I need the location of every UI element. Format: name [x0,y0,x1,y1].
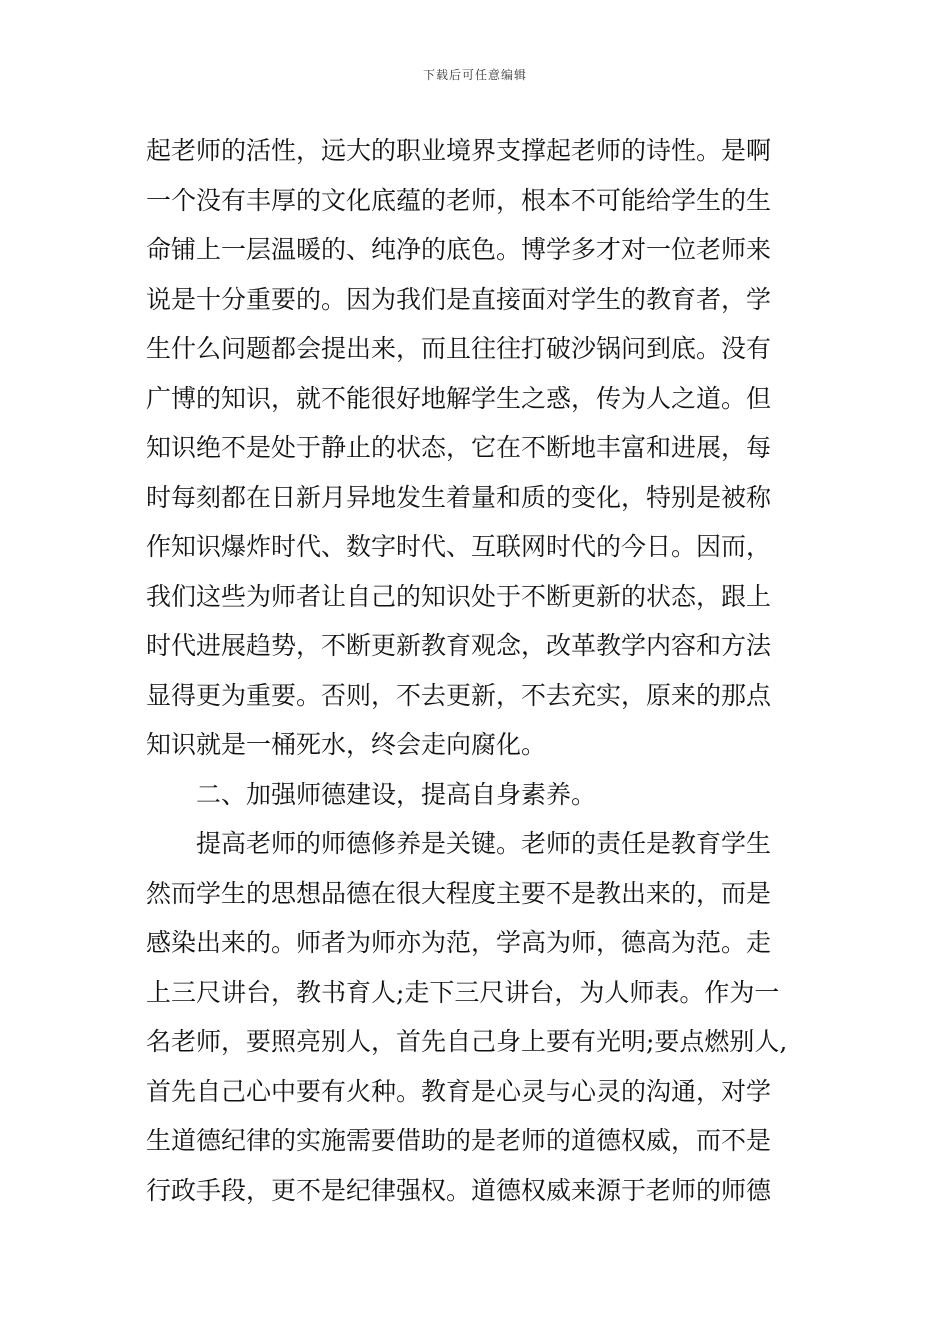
text-line: 知识绝不是处于静止的状态，它在不断地丰富和进展，每 [146,433,772,462]
text-line: 显得更为重要。否则，不去更新，不去充实，原来的那点 [146,680,772,710]
text-line: 然而学生的思想品德在很大程度主要不是教出来的，而是 [146,878,772,908]
text-line: 说是十分重要的。因为我们是直接面对学生的教育者，学 [146,284,772,314]
text-line: 时每刻都在日新月异地发生着量和质的变化，特别是被称 [146,482,772,512]
text-line: 生什么问题都会提出来，而且往往打破沙锅问到底。没有 [146,334,772,363]
text-line: 知识就是一桶死水，终会走向腐化。 [146,730,547,759]
text-line: 行政手段，更不是纪律强权。道德权威来源于老师的师德 [146,1175,772,1205]
page-header-note: 下载后可任意编辑 [422,68,527,82]
text-line: 时代进展趋势，不断更新教育观念，改革教学内容和方法 [146,631,772,660]
text-line: 首先自己心中要有火种。教育是心灵与心灵的沟通，对学 [146,1076,772,1106]
text-line: 名老师，要照亮别人，首先自己身上要有光明;要点燃别人, [146,1027,788,1056]
text-line: 一个没有丰厚的文化底蕴的老师，根本不可能给学生的生 [146,185,772,215]
text-line: 起老师的活性，远大的职业境界支撑起老师的诗性。是啊 [146,136,772,165]
text-line: 上三尺讲台，教书育人;走下三尺讲台，为人师表。作为一 [146,977,780,1007]
paragraph-first-line: 提高老师的师德修养是关键。老师的责任是教育学生 [196,829,772,858]
text-line: 生道德纪律的实施需要借助的是老师的道德权威，而不是 [146,1126,772,1155]
body-text [146,126,816,1215]
text-line: 作知识爆炸时代、数字时代、互联网时代的今日。因而， [146,532,772,561]
section-heading: 二、加强师德建设，提高自身素养。 [196,779,597,809]
text-line: 命铺上一层温暖的、纯净的底色。博学多才对一位老师来 [146,235,772,264]
text-line: 感染出来的。师者为师亦为范，学高为师，德高为范。走 [146,928,772,957]
text-line: 我们这些为师者让自己的知识处于不断更新的状态，跟上 [146,581,772,611]
text-line: 广博的知识，就不能很好地解学生之惑，传为人之道。但 [146,383,772,413]
